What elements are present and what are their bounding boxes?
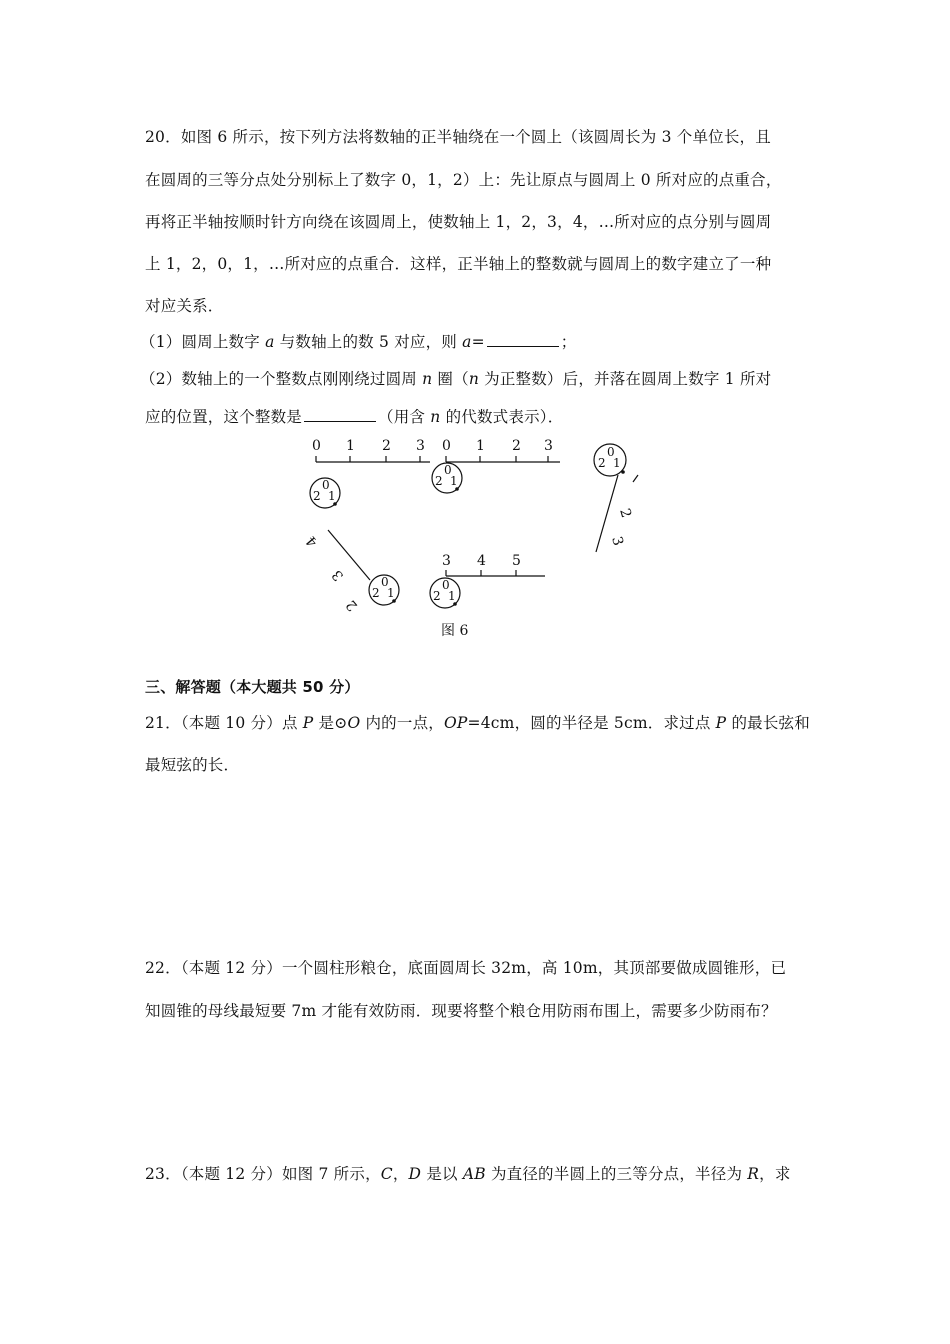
q20-part2-line-1: （2）数轴上的一个整数点刚刚绕过圆周 n 圈（n 为正整数）后，并落在圆周上数字 1 所对 <box>140 370 772 388</box>
q21-line-1: 21．（本题 10 分）点 P 是⊙O 内的一点，OP=4cm，圆的半径是 5cm．求过点 P 的最长弦和 <box>145 714 810 732</box>
c1-digit-0: 0 <box>322 478 330 492</box>
axis4-tick-2: 2 <box>343 596 362 614</box>
c1-digit-2: 2 <box>313 489 321 503</box>
axis1-tick-0: 0 <box>312 438 321 454</box>
figure-6-caption: 图 6 <box>441 623 469 639</box>
c3-digit-1: 1 <box>613 456 621 470</box>
axis1-tick-3: 3 <box>416 438 425 454</box>
c3-digit-0: 0 <box>607 445 615 459</box>
axis2-tick-2: 2 <box>512 438 521 454</box>
answer-blank-1[interactable] <box>487 332 559 347</box>
c5-digit-2: 2 <box>433 589 441 603</box>
c5-digit-1: 1 <box>448 589 456 603</box>
q22-line-1: 22．（本题 12 分）一个圆柱形粮仓，底面圆周长 32m，高 10m，其顶部要做成圆锥形，已 <box>145 959 787 977</box>
axis2-tick-3: 3 <box>544 438 553 454</box>
axis2-tick-0: 0 <box>442 438 451 454</box>
axis1-tick-1: 1 <box>346 438 355 454</box>
figure-6-diagram <box>300 430 660 645</box>
axis1-tick-2: 2 <box>382 438 391 454</box>
c3-digit-2: 2 <box>598 456 606 470</box>
answer-blank-2[interactable] <box>304 407 376 422</box>
q20-line-1: 20．如图 6 所示，按下列方法将数轴的正半轴绕在一个圆上（该圆周长为 3 个单位长，且 <box>145 128 771 146</box>
axis4-tick-3: 3 <box>329 566 348 584</box>
c1-digit-1: 1 <box>328 489 336 503</box>
c2-digit-0: 0 <box>444 463 452 477</box>
section-3-title: 三、解答题（本大题共 50 分） <box>145 678 360 696</box>
axis4-tick-4: 4 <box>303 532 322 550</box>
q20-line-3: 再将正半轴按顺时针方向绕在该圆周上，使数轴上 1，2，3，4，…所对应的点分别与圆周 <box>145 213 772 231</box>
c2-digit-2: 2 <box>435 474 443 488</box>
c4-digit-2: 2 <box>372 586 380 600</box>
q20-part2-line-2: 应的位置，这个整数是 （用含 n 的代数式表示）． <box>145 408 564 426</box>
c2-digit-1: 1 <box>450 474 458 488</box>
axis5-tick-4: 4 <box>477 553 486 569</box>
axis3-tick-2: 2 <box>616 506 634 520</box>
c4-digit-0: 0 <box>381 575 389 589</box>
axis5-tick-5: 5 <box>512 553 521 569</box>
q20-part1: （1）圆周上数字 a 与数轴上的数 5 对应，则 a= ； <box>140 333 577 351</box>
q20-line-5: 对应关系． <box>145 297 224 315</box>
axis5-tick-3: 3 <box>442 553 451 569</box>
q22-line-2: 知圆锥的母线最短要 7m 才能有效防雨．现要将整个粮仓用防雨布围上，需要多少防雨布？ <box>145 1002 777 1020</box>
q20-line-4: 上 1，2，0，1，…所对应的点重合．这样，正半轴上的整数就与圆周上的数字建立了一种 <box>145 255 772 273</box>
axis3-tick-3: 3 <box>608 534 626 548</box>
q23-line-1: 23．（本题 12 分）如图 7 所示，C，D 是以 AB 为直径的半圆上的三等分点，半径为 R，求 <box>145 1165 791 1183</box>
axis2-tick-1: 1 <box>476 438 485 454</box>
q20-line-2: 在圆周的三等分点处分别标上了数字 0，1，2）上：先让原点与圆周上 0 所对应的点重合， <box>145 171 782 189</box>
q21-line-2: 最短弦的长． <box>145 756 240 774</box>
c5-digit-0: 0 <box>442 578 450 592</box>
c4-digit-1: 1 <box>387 586 395 600</box>
